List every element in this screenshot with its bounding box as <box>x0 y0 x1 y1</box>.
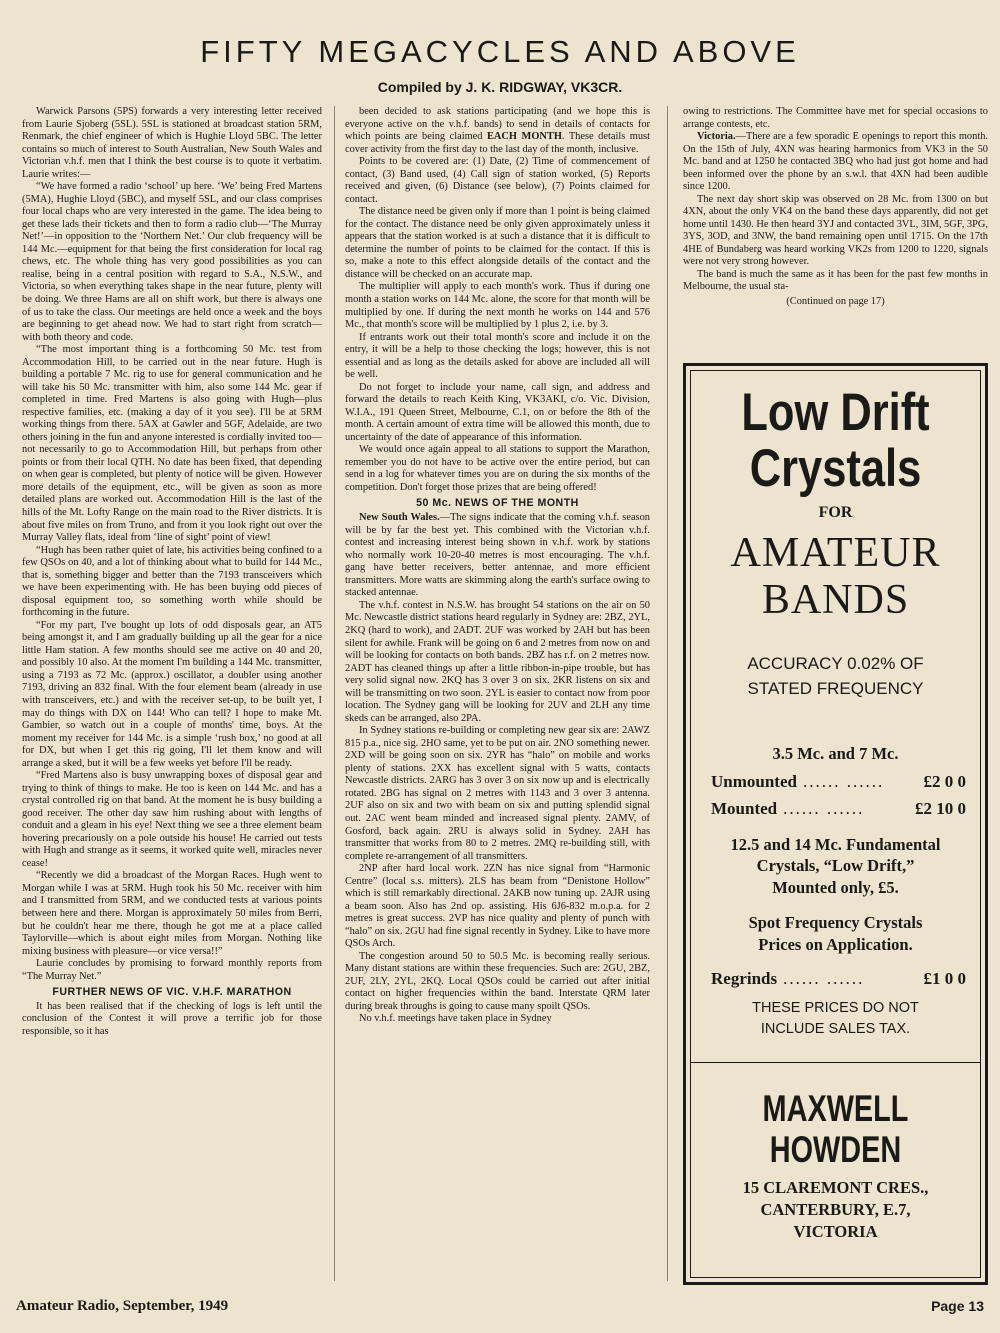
ad-address <box>691 1177 980 1244</box>
ad-fundamental-line: 12.5 and 14 Mc. Fundamental <box>730 835 941 854</box>
ad-tax-line: THESE PRICES DO NOT <box>752 1000 919 1017</box>
text-run: . These details must cover activity from the first day to the last day of the month, inclusive. <box>345 131 650 155</box>
run-in-heading: Victoria. <box>697 131 736 143</box>
ad-divider <box>691 1062 980 1063</box>
paragraph: 2NP after hard local work. 2ZN has nice signal from “Harmonic Centre” (local s.s. mitters). 2LS has beam from “Denistone Hollow” which is still remarkably directional. 2AKB now tuning up. 2AJR using a beam soon. Also has 2nd op. assisting. His 6J6-832 m.o.p.a. for 2 metres is great success. 2VP has nice quality and plenty of punch with “halo” on six. 2GU had fine signal recently in Sydney. Like to have more QSOs Arch. <box>345 863 650 950</box>
paragraph: No v.h.f. meetings have taken place in Sydney <box>359 1013 552 1025</box>
section-heading-news: 50 Mc. NEWS OF THE MONTH <box>416 497 579 510</box>
text-run: —The signs indicate that the coming v.h.f. season will be by far the best yet. This combined with the Victorian v.h.f. contest and increasing interest being shown in v.h.f. work by stations who normally work 10-20-40 metres is most encouraging. The v.h.f. gang have better receivers, better antennae, and more efficient transmitters. More watts are skimming along the earth's surface owing to stacked antennae. <box>345 512 650 599</box>
price-label: Mounted <box>711 798 778 818</box>
paragraph: The distance need be given only if more than 1 point is being claimed for the contact. The distance need be only given approximately unless it appears that the station worked is at such a distance that it is difficult to determine the number of points to be claimed for the contact. If this is so, make a note to this effect alongside details of the contact and the distance will be checked on an accurate map. <box>345 206 650 280</box>
paragraph: “For my part, I've bought up lots of odd disposals gear, an AT5 being amongst it, and I am gradually building up all the gear for a nice little Ham station. A few months should see me active on 40 and 20, and possibly 10 also. At the moment I'm building a 144 Mc. transmitter, using a 7193 as 72 Mc. (approx.) oscillator, a doubler using another 7193, driving an 832 final. With the four element beam (already in use with transceivers, etc.) and with the receiver set-up, to be built yet, I may do things with DX on 144! Who can tell? I hope to make Mt. Gambier, so watch out in a couple of months' time, boys. At the moment my receiver for 144 Mc. is a simple ‘rush box,’ no good at all for DX, but when I get this rig going, I'll let them know and will arrange a sked, but it will be a few weeks yet before I'll be ready. <box>22 619 322 769</box>
ad-spot-line: Prices on Application. <box>758 934 913 954</box>
paragraph: We would once again appeal to all stations to support the Marathon, remember you do not have to be active over the entire period, but can send in a log for whatever times you are on during the six months of the competition. Don't forget those prizes that are being offered! <box>345 444 650 493</box>
price-label: Regrinds <box>711 969 778 989</box>
ad-fundamental-line: Crystals, “Low Drift,” <box>756 856 915 876</box>
leader-dots: ...... ...... <box>783 969 865 989</box>
paragraph: owing to restrictions. The Committee have met for special occasions to arrange contests, etc. <box>683 106 988 130</box>
paragraph <box>345 512 650 600</box>
footer-page-number: Page 13 <box>931 1298 984 1314</box>
paragraph: The v.h.f. contest in N.S.W. has brought 54 stations on the air on 50 Mc. Newcastle district stations heard regularly in Sydney are: 2BZ, 2YL, 2KQ (hard to work), and 2ADT. 2UF was worked by 2AH but has been silent for awhile. Frank will be going on 6 and 2 metres from now on and will be looking for contacts on both bands. 2BZ has r.f. on 2 metres now. 2ADT has cleaned things up after a little ribbon-in-pipe trouble, but has very solid signal now. 2KQ has 3 over 3 on six. 2KR listens on six and will be transmitting on two soon. 2YL is easier to contact now from poor location. The Sydney gang will be looking for 2UV and 2LH any time skeds can be arranged, also 2PA. <box>345 599 650 724</box>
ad-company-name: MAXWELL HOWDEN <box>762 1088 909 1171</box>
price-row-regrinds <box>691 965 980 992</box>
price-value: £1 0 0 <box>923 969 966 989</box>
paragraph: “Fred Martens also is busy unwrapping boxes of disposal gear and trying to think of things to make. He too is keen on 144 Mc. and has a crystal controlled rig on that band. At the moment he is busy building a good receiver. The other day saw him rushing about with lengths of conduit and a gleam in his eye! Next thing we see a three element beam hovering precariously on a pole outside his house! He carried out tests with Hugh and strange as it seems, it worked quite well, miracles never cease! <box>22 770 322 869</box>
ad-spot-line: Spot Frequency Crystals <box>748 913 923 933</box>
page-title: FIFTY MEGACYCLES AND ABOVE <box>200 34 800 69</box>
ad-accuracy-line: ACCURACY 0.02% OF <box>747 654 924 674</box>
paragraph: It has been realised that if the checking of logs is left until the conclusion of the Contest it will prove a terrific job for those responsible, so it has <box>22 1000 322 1037</box>
paragraph: The band is much the same as it has been for the past few months in Melbourne, the usual sta- <box>683 268 988 293</box>
ad-address-line: CANTERBURY, E.7, <box>760 1200 911 1220</box>
column-1 <box>22 106 322 1286</box>
byline: Compiled by J. K. RIDGWAY, VK3CR. <box>377 79 623 95</box>
run-in-heading: New South Wales. <box>359 512 440 524</box>
ad-for: FOR <box>818 504 853 522</box>
ad-address-line: 15 CLAREMONT CRES., <box>742 1177 929 1197</box>
ad-fundamental <box>691 834 980 898</box>
ad-tax-line: INCLUDE SALES TAX. <box>760 1021 911 1038</box>
price-value: £2 10 0 <box>915 798 966 818</box>
section-heading-marathon: FURTHER NEWS OF VIC. V.H.F. MARATHON <box>52 986 292 999</box>
column-rule <box>334 106 335 1281</box>
paragraph: “The most important thing is a forthcoming 50 Mc. test from Accommodation Hill, to be carried out in the near future. Hugh is building a portable 7 Mc. rig to use for general communication and he will take his 50 Mc. transmitter with him, also some 144 Mc. gear if completed in time. Fred Martens is also going with Hugh—plus respective families, etc. (making a day of it you see). I'll be at 5RM working things from there. 5AX at Gawler and 5GF, Adelaide, are two others joining in the fun and anyone interested is cordially invited too—not necessarily to go to Accommodation Hill, but perhaps from other points or from their local QTH. No date has been fixed, that depending on when gear is completed, but plenty of notice will be given. However more details of the equipment, etc., will be given as soon as more detailed plans are worked out. Accommodation Hill is the last of the hills of the Mt. Lofty Range on the main road to the River districts. It is about five miles on from Truno, and from it you look right out over the Murray Valley flats, ideal from ‘line of sight’ point of view! <box>22 344 322 544</box>
ad-fundamental-line: Mounted only, £5. <box>772 877 899 897</box>
emphasis: EACH MONTH <box>486 131 562 143</box>
paragraph: “Hugh has been rather quiet of late, his activities being confined to a few QSOs on 40, and a lot of thinking about what to build for 144 Mc., that is, something bigger and better than the 7193 transceivers which we have been experimenting with. He has been buying odd pieces of disposal equipment too, so something worth while should be forthcoming in the future. <box>22 544 322 619</box>
paragraph: The next day short skip was observed on 28 Mc. from 1300 on but 4XN, about the only VK4 on the band these days apparently, did not get home until 1430. He then heard 3YJ and contacted 3VL, 3IM, 5GF, 3PG, 3YS, 3OD, and 3NW, the band remaining open until 1715. On the 17th 4HE of Bundaberg was heard working VK2s from 1200 to 1220, signals were not very strong however. <box>683 193 988 268</box>
column-3 <box>683 106 988 356</box>
price-label: Unmounted <box>711 771 797 791</box>
crystals-advertisement <box>683 363 988 1285</box>
text-run: been decided to ask stations participating (and we hope this is everyone active on the v.h.f. bands) to send in details of contacts for which points are being claimed <box>345 106 650 143</box>
price-row-mounted <box>691 795 980 822</box>
ad-spot-frequency <box>691 912 980 955</box>
price-row-unmounted <box>691 768 980 795</box>
price-value: £2 0 0 <box>923 771 966 791</box>
footer-publication: Amateur Radio, September, 1949 <box>16 1298 229 1314</box>
paragraph <box>683 131 988 194</box>
ad-stated-line: STATED FREQUENCY <box>747 678 924 698</box>
ad-address-line: VICTORIA <box>793 1222 878 1242</box>
paragraph: Points to be covered are: (1) Date, (2) Time of commencement of contact, (3) Band used, (4) Call sign of station worked, (5) Reports received and given, (6) Distance (see below), (7) Points claimed for contact. <box>345 156 650 205</box>
ad-tax-note <box>691 998 980 1040</box>
paragraph: In Sydney stations re-building or completing new gear six are: 2AWZ 815 p.a., nice sig. 2HO same, yet to be put on air. 2NO something newer. 2XD will be going soon on six. 2YR has “halo” on mobile and works plenty of stations. 2XX has excellent signal with 5 watts, contacts Newcastle districts. 2ARG has 3 over 3 on six now up and is electrically rotated. 2BG has signal on 2 metres with 1143 and 3 over 3 antenna. 2UF also on six and two with beam on six and putting splendid signal out. 2AC went beam minded and increased signal plenty. 2AMV, of Gosford, back again. 2RU is always solid in Sydney. 2AH has transmitter that works from 80 to 2 metres. 2MQ re-building still, with complete re-arrangement of all transmitters. <box>345 725 650 862</box>
ad-accuracy <box>691 652 980 701</box>
column-rule <box>667 106 668 1281</box>
paragraph: “Recently we did a broadcast of the Morgan Races. Hugh went to Morgan while I was at 5RM. Hugh took his 50 Mc. receiver with him and I transmitted from 5RM, and we conducted tests at various points between here and there. Morgan is approximately 50 miles from Berri, but he couldn't hear me there, though he got me at a place called Taylorville—which is about eight miles from Morgan. Nothing like mixing business with pleasure—or vice versa!!” <box>22 870 322 957</box>
paragraph <box>345 106 650 156</box>
text-run: —There are a few sporadic E openings to report this month. On the 15th of July, 4XN was hearing harmonics from VK3 in the 50 Mc. band and at 1250 he contacted 3BQ who had just got home and had been informed over the phone by an s.w.l. that 4XN had been audible since 1200. <box>683 131 988 193</box>
ad-bands: BANDS <box>761 577 910 624</box>
ad-headline-1: Low Drift <box>741 383 930 442</box>
paragraph: The congestion around 50 to 50.5 Mc. is becoming really serious. Many distant stations are within these frequencies. Such are: 2GU, 2BZ, 2UF, 2LY, 2YL, 2KQ. Local QSOs could be carried out after initial contact on higher frequencies within the band. Interstate QRM later during break throughs is going to cause many spoilt QSOs. <box>345 950 650 1012</box>
ad-amateur: AMATEUR <box>730 530 941 577</box>
paragraph: “We have formed a radio ‘school’ up here. ‘We’ being Fred Martens (5MA), Hughie Lloyd (5BC), and myself 5SL, and our class comprises four local chaps who are very interested in the game. The idea being to get these lads their tickets and then to form a radio club—‘The Murray Net!’—in opposition to the ‘Northern Net.’ Our club frequency will be 144 Mc.—equipment for that being the first consideration for local rag chews, etc. The whole thing has very good possibilities as you can realise, being in a central position with regard to S.A., N.S.W., and Victoria, so when everything takes shape in the near future, plenty will be doing. We three Hams are all on shift work, but there is always one of us to take the class. Our meetings are held once a week and the boys are beginning to get ahead now. We had to start right from scratch—with both theory and code. <box>22 181 322 343</box>
paragraph: If entrants work out their total month's score and include it on the entry, it will be a help to those checking the logs; however, this is not essential and as long as the details asked for above are included all will be well. <box>345 331 650 381</box>
continued-note: (Continued on page 17) <box>786 295 885 307</box>
leader-dots: ...... ...... <box>802 771 885 791</box>
paragraph: Do not forget to include your name, call sign, and address and forward the details to reach Keith King, VK3AKI, c/o. Vic. Division, W.I.A., 191 Queen Street, Melbourne, C.1, on or before the 8th of the month. A certain amount of extra time will be allowed this month, due to uncertainty of the date of appearance of this information. <box>345 381 650 443</box>
paragraph: Warwick Parsons (5PS) forwards a very interesting letter received from Laurie Sjoberg (5SL). 5SL is stationed at broadcast station 5RM, Renmark, the chief engineer of which is Hughie Lloyd 5BC. The letter contains so much of interest to South Australian, New South Wales and Victorian v.h.f. men that I think the best course is to quote it verbatim. Laurie writes:— <box>22 106 322 180</box>
ad-headline-2: Crystals <box>749 438 922 498</box>
paragraph: The multiplier will apply to each month's work. Thus if during one month a station works on 144 Mc. alone, the score for that month will be multiplied by one. If during the next month he works on 144 and 576 Mc., that month's score will be multiplied by 1 plus 2, i.e. by 3. <box>345 281 650 331</box>
leader-dots: ...... ...... <box>783 798 865 818</box>
ad-frequency: 3.5 Mc. and 7 Mc. <box>772 743 899 763</box>
column-2 <box>345 106 650 1286</box>
paragraph: Laurie concludes by promising to forward monthly reports from “The Murray Net.” <box>22 958 322 982</box>
ad-inner-frame <box>690 370 981 1278</box>
